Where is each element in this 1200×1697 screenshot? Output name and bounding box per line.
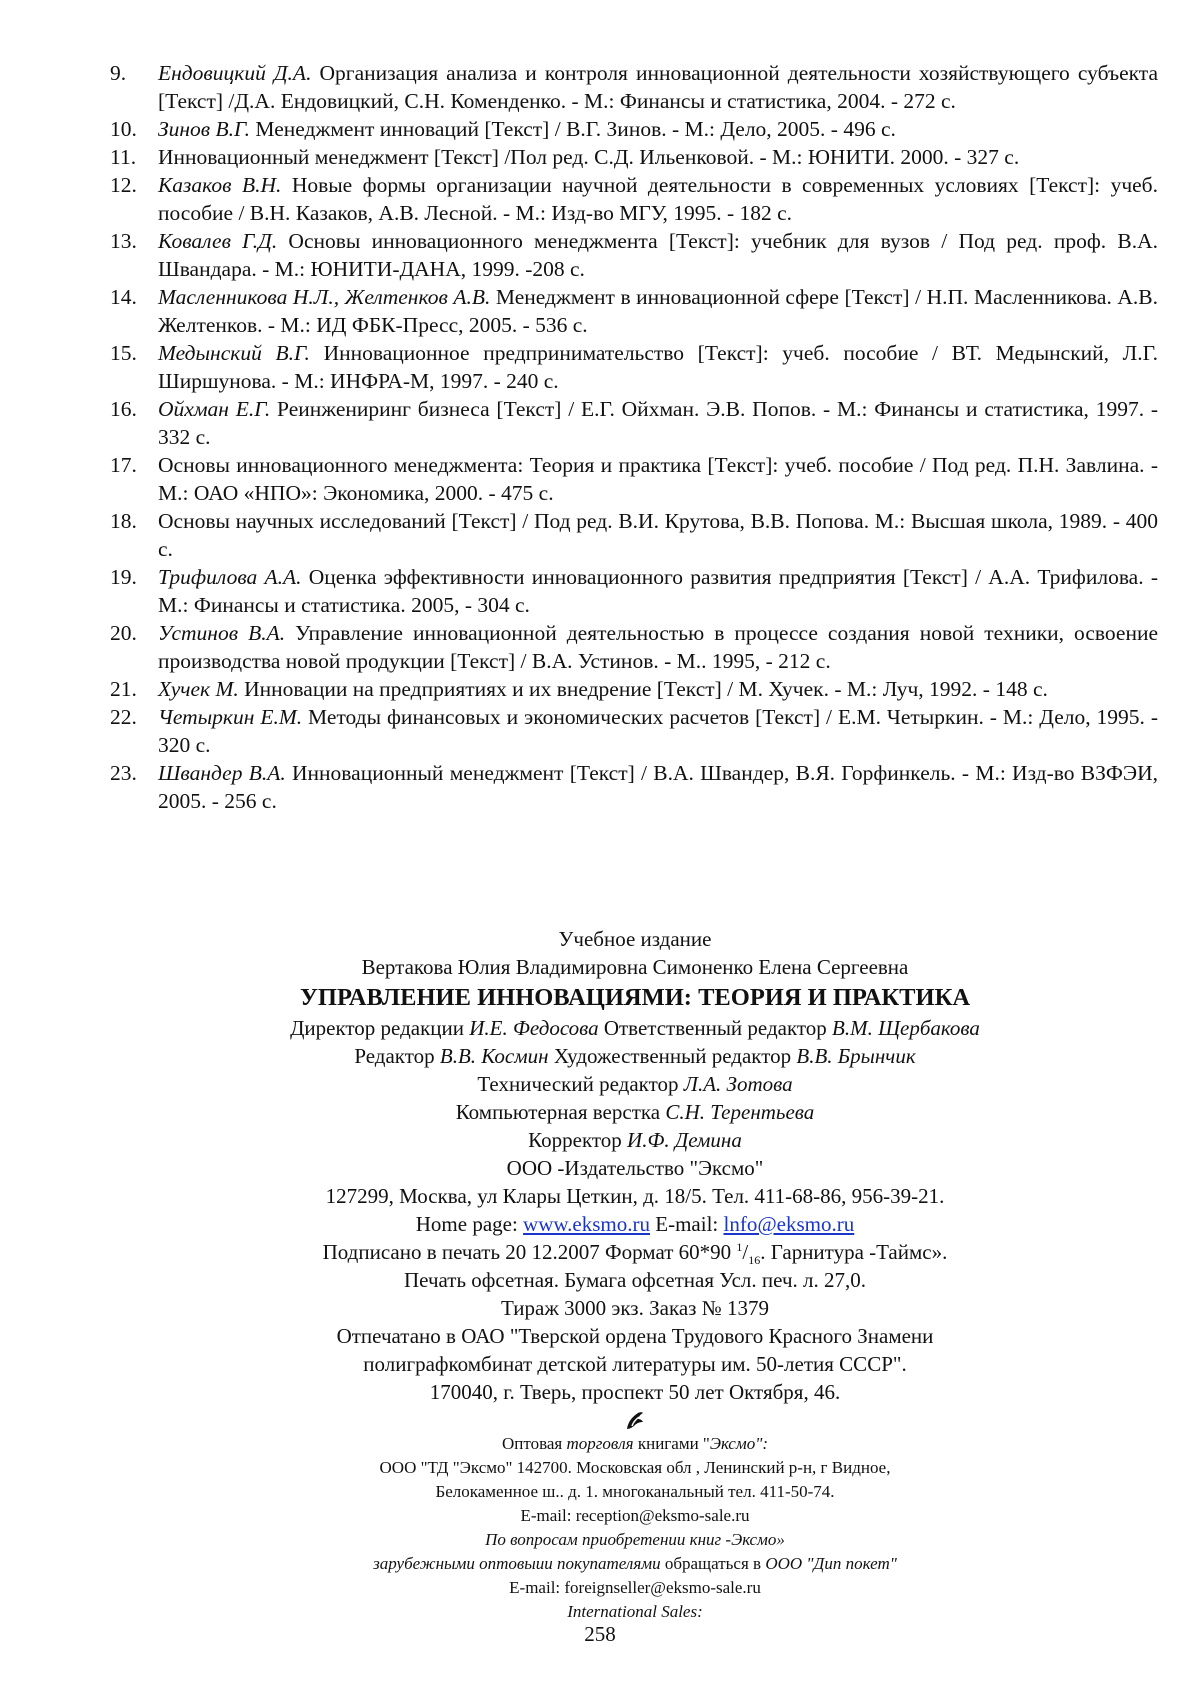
reference-number: 19. <box>110 565 137 589</box>
tech-editor-label: Технический редактор <box>477 1072 684 1096</box>
home-label: Home page: <box>415 1212 524 1236</box>
publisher-logo-icon <box>623 1408 647 1432</box>
foreign-line-1 <box>120 1528 1150 1552</box>
reference-body: Инновационный менеджмент [Текст] /Пол ред. С.Д. Ильенковой. - М.: ЮНИТИ. 2000. - 327 с. <box>158 145 1020 169</box>
reference-body: Организация анализа и контроля инновационной деятельности хозяйствующего субъекта [Текст] /Д.А. Ендовицкий, С.Н. Коменденко. - М.: Финансы и статистика, 2004. - 272 с. <box>158 61 1158 113</box>
reference-body: Инновационное предпринимательство [Текст]: учеб. пособие / ВТ. Медынский, Л.Г. Ширшунова. - М.: ИНФРА-М, 1997. - 240 с. <box>158 341 1158 393</box>
page-number: 258 <box>584 1622 616 1646</box>
reference-text <box>158 675 1158 703</box>
reference-author: Трифилова А.А. <box>158 565 302 589</box>
director-line <box>120 1014 1150 1042</box>
reference-body: Реинжениринг бизнеса [Текст] / Е.Г. Ойхман. Э.В. Попов. - М.: Финансы и статистика, 1997. - 332 с. <box>158 397 1159 449</box>
reference-text <box>158 143 1158 171</box>
edition-type: Учебное издание <box>558 927 712 951</box>
reference-number: 18. <box>110 509 137 533</box>
reference-item <box>110 283 1158 339</box>
reference-number: 22. <box>110 705 137 729</box>
book-authors: Вертакова Юлия Владимировна Симоненко Елена Сергеевна <box>361 955 909 979</box>
publisher-address: 127299, Москва, ул Клары Цеткин, д. 18/5. Тел. 411-68-86, 956-39-21. <box>325 1184 945 1208</box>
reference-body: Новые формы организации научной деятельности в современных условиях [Текст]: учеб. пособие / В.Н. Казаков, А.В. Лесной. - М.: Изд-во МГУ, 1995. - 182 с. <box>158 173 1158 225</box>
resp-editor-label: Ответственный редактор <box>598 1016 833 1040</box>
reference-item <box>110 759 1158 815</box>
reference-text <box>158 507 1158 563</box>
layout-name: С.Н. Терентьева <box>665 1100 815 1124</box>
reference-author: Хучек М. <box>158 677 239 701</box>
reference-number: 10. <box>110 117 137 141</box>
wholesale-email: E-mail: reception@eksmo-sale.ru <box>520 1506 750 1525</box>
reference-number: 9. <box>110 61 127 85</box>
tech-editor-line <box>120 1070 1150 1098</box>
run-line: Тираж 3000 экз. Заказ № 1379 <box>501 1296 769 1320</box>
publisher-name: ООО -Издательство "Эксмо" <box>506 1156 764 1180</box>
reference-body: Инновационный менеджмент [Текст] / В.А. Швандер, В.Я. Горфинкель. - М.: Изд-во ВЗФЭИ, 2005. - 256 с. <box>158 761 1158 813</box>
reference-text <box>158 563 1158 619</box>
format-sub: 16 <box>748 1253 761 1268</box>
contact-line <box>120 1210 1150 1238</box>
proof-line <box>120 1126 1150 1154</box>
wholesale-label-a: Оптовая <box>501 1434 567 1453</box>
reference-body: Основы научных исследований [Текст] / Под ред. В.И. Крутова, В.В. Попова. М.: Высшая школа, 1989. - 400 с. <box>158 509 1158 561</box>
editor-line <box>120 1042 1150 1070</box>
reference-body: Оценка эффективности инновационного развития предприятия [Текст] / А.А. Трифилова. - М.: Финансы и статистика. 2005, - 304 с. <box>158 565 1158 617</box>
reference-text <box>158 759 1158 815</box>
reference-number: 17. <box>110 453 137 477</box>
reference-body: Инновации на предприятиях и их внедрение [Текст] / М. Хучек. - М.: Луч, 1992. - 148 с. <box>238 677 1048 701</box>
reference-body: Методы финансовых и экономических расчетов [Текст] / Е.М. Четыркин. - М.: Дело, 1995. - 320 с. <box>158 705 1158 757</box>
editor-name: В.В. Космин <box>439 1044 549 1068</box>
reference-item <box>110 563 1158 619</box>
editor-label: Редактор <box>354 1044 440 1068</box>
reference-item <box>110 227 1158 283</box>
layout-line <box>120 1098 1150 1126</box>
email-link[interactable]: lnfo@eksmo.ru <box>723 1212 855 1236</box>
reference-text <box>158 339 1158 395</box>
reference-body: Основы инновационного менеджмента: Теория и практика [Текст]: учеб. пособие / Под ред. П.Н. Завлина. - М.: ОАО «НПО»: Экономика, 2000. - 475 с. <box>158 453 1158 505</box>
wholesale-line-2: ООО "ТД "Эксмо" 142700. Московская обл , Ленинский р-н, г Видное, <box>379 1458 891 1477</box>
reference-item <box>110 59 1158 115</box>
reference-item <box>110 507 1158 563</box>
foreign-line-1-text: По вопросам приобретении книг -Эксмо» <box>485 1530 785 1549</box>
reference-author: Зинов В.Г. <box>158 117 251 141</box>
foreign-company: ООО "Дип покет" <box>765 1554 897 1573</box>
reference-item <box>110 619 1158 675</box>
reference-item <box>110 703 1158 759</box>
reference-text <box>158 395 1158 451</box>
foreign-buyers-text: зарубежными оптовыии покупателями <box>373 1554 661 1573</box>
reference-body: Менеджмент инноваций [Текст] / В.Г. Зинов. - М.: Дело, 2005. - 496 с. <box>250 117 896 141</box>
reference-text <box>158 451 1158 507</box>
signed-line: Подписано в печать 20 12.2007 Формат 60*90 $^1/_{16}$. Гарнитура -Таймс». <box>322 1240 948 1268</box>
reference-author: Медынский В.Г. <box>158 341 310 365</box>
format-sup: 1 <box>736 1240 743 1254</box>
art-editor-label: Художественный редактор <box>548 1044 797 1068</box>
reference-item <box>110 143 1158 171</box>
printed-line-2: полиграфкомбинат детской литературы им. 50-летия СССР". <box>363 1352 907 1376</box>
reference-author: Четыркин Е.М. <box>158 705 303 729</box>
reference-body: Менеджмент в инновационной сфере [Текст] / Н.П. Масленникова. А.В. Желтенков. - М.: ИД ФБК-Пресс, 2005. - 536 с. <box>158 285 1158 337</box>
reference-text <box>158 115 1158 143</box>
proof-label: Корректор <box>528 1128 628 1152</box>
reference-item <box>110 451 1158 507</box>
foreign-contact-text: обращаться в <box>660 1554 766 1573</box>
director-label: Директор редакции <box>290 1016 470 1040</box>
foreign-line-2 <box>120 1552 1150 1576</box>
signed-post: . Гарнитура -Таймс». <box>760 1240 948 1264</box>
home-page-link[interactable]: www.eksmo.ru <box>523 1212 651 1236</box>
international-sales-text: International Sales: <box>567 1602 703 1621</box>
reference-text <box>158 59 1158 115</box>
reference-author: Казаков В.Н. <box>158 173 282 197</box>
reference-author: Ойхман Е.Г. <box>158 397 271 421</box>
reference-number: 11. <box>110 145 137 169</box>
reference-text <box>158 171 1158 227</box>
reference-item <box>110 115 1158 143</box>
printed-line-1: Отпечатано в ОАО "Тверской ордена Трудового Красного Знамени <box>336 1324 934 1348</box>
reference-number: 20. <box>110 621 137 645</box>
art-editor-name: В.В. Брынчик <box>796 1044 916 1068</box>
wholesale-label-b: торговля <box>566 1434 634 1453</box>
reference-author: Масленникова Н.Л., Желтенков А.В. <box>158 285 491 309</box>
imprint-block <box>120 925 1150 1624</box>
foreign-email: E-mail: foreignseller@eksmo-sale.ru <box>509 1578 761 1597</box>
reference-text <box>158 619 1158 675</box>
reference-item <box>110 339 1158 395</box>
proof-name: И.Ф. Демина <box>627 1128 742 1152</box>
resp-editor-name: В.М. Щербакова <box>832 1016 980 1040</box>
bibliography-list <box>110 59 1158 815</box>
reference-number: 16. <box>110 397 137 421</box>
reference-text <box>158 703 1158 759</box>
reference-author: Ковалев Г.Д. <box>158 229 278 253</box>
reference-number: 15. <box>110 341 137 365</box>
signed-pre: Подписано в печать 20 12.2007 Формат 60*90 <box>322 1240 737 1264</box>
email-label: E-mail: <box>650 1212 724 1236</box>
wholesale-line-1 <box>120 1432 1150 1456</box>
reference-body: Управление инновационной деятельностью в процессе создания новой техники, освоение производства новой продукции [Текст] / В.А. Устинов. - М.. 1995, - 212 с. <box>158 621 1159 673</box>
reference-author: Устинов В.А. <box>158 621 286 645</box>
reference-item <box>110 171 1158 227</box>
reference-number: 13. <box>110 229 137 253</box>
book-title: УПРАВЛЕНИЕ ИННОВАЦИЯМИ: ТЕОРИЯ И ПРАКТИКА <box>299 984 971 1011</box>
reference-number: 14. <box>110 285 137 309</box>
reference-author: Швандер В.А. <box>158 761 286 785</box>
wholesale-label-d: Эксмо": <box>709 1434 769 1453</box>
director-name: И.Е. Федосова <box>469 1016 599 1040</box>
tech-editor-name: Л.А. Зотова <box>683 1072 793 1096</box>
printed-line-3: 170040, г. Тверь, проспект 50 лет Октября, 46. <box>429 1380 841 1404</box>
wholesale-line-3: Белокаменное ш.. д. 1. многоканальный тел. 411-50-74. <box>435 1482 835 1501</box>
reference-author: Ендовицкий Д.А. <box>158 61 312 85</box>
reference-number: 12. <box>110 173 137 197</box>
layout-label: Компьютерная верстка <box>455 1100 666 1124</box>
print-line: Печать офсетная. Бумага офсетная Усл. печ. л. 27,0. <box>404 1268 866 1292</box>
wholesale-label-c: книгами " <box>633 1434 710 1453</box>
reference-number: 21. <box>110 677 137 701</box>
reference-item <box>110 395 1158 451</box>
reference-body: Основы инновационного менеджмента [Текст]: учебник для вузов / Под ред. проф. В.А. Швандара. - М.: ЮНИТИ-ДАНА, 1999. -208 с. <box>158 229 1158 281</box>
reference-text <box>158 227 1158 283</box>
reference-number: 23. <box>110 761 137 785</box>
reference-text <box>158 283 1158 339</box>
reference-item <box>110 675 1158 703</box>
